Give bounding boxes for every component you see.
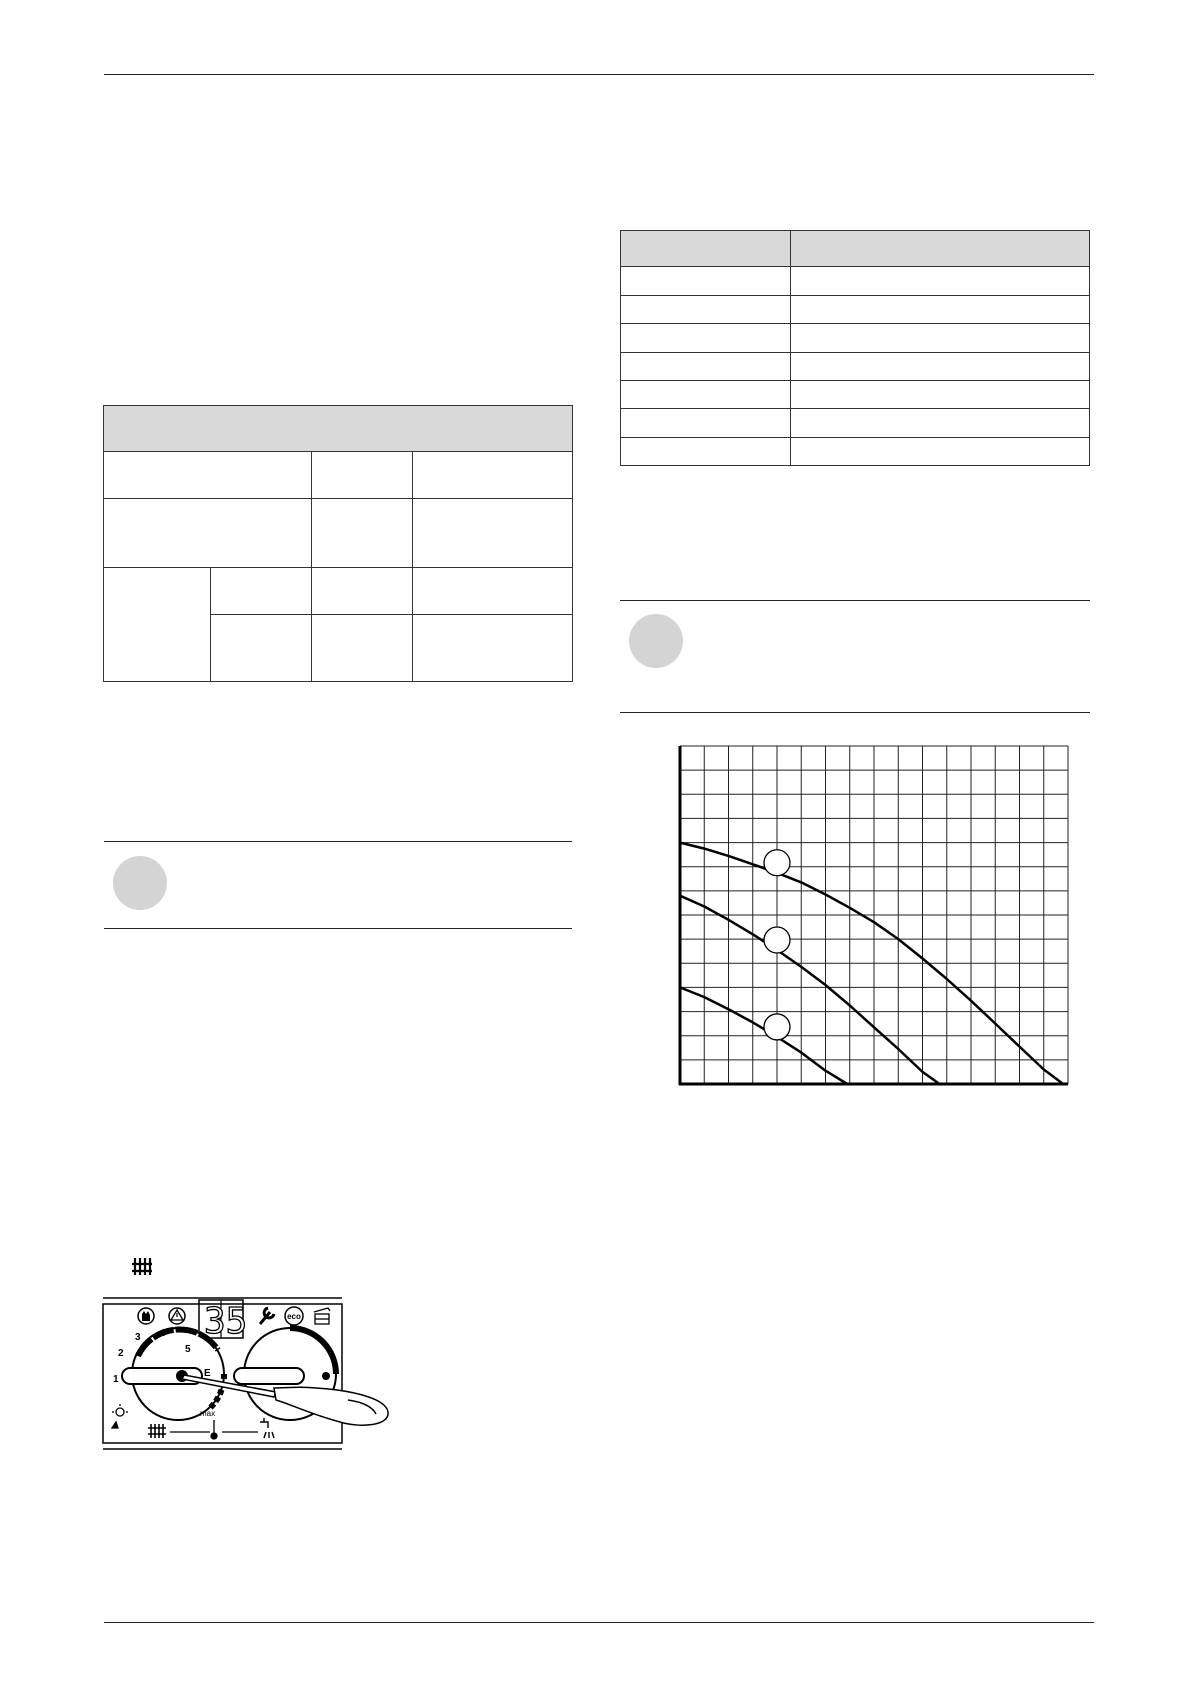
curve-marker-3 — [764, 1014, 790, 1040]
eco-icon — [285, 1307, 303, 1325]
curve-marker-2 — [764, 927, 790, 953]
chimney-sweep-icon — [314, 1308, 330, 1324]
sun-icon — [112, 1404, 128, 1428]
radiator-icon — [130, 1256, 154, 1276]
warning-icon — [169, 1308, 185, 1324]
tap-icon — [260, 1418, 274, 1438]
dial-label-4: 4 — [160, 1328, 166, 1339]
boiler-control-panel — [100, 1296, 400, 1456]
thermometer-icon — [211, 1420, 217, 1439]
series-line-2 — [680, 896, 940, 1084]
spanner-icon — [260, 1308, 274, 1324]
display-value: 35 — [204, 1301, 248, 1342]
eco-label: eco — [287, 1312, 301, 1321]
radiator-icon — [148, 1424, 166, 1438]
curve-marker-1 — [764, 850, 790, 876]
dial-label-2: 2 — [118, 1348, 124, 1359]
dial-label-1: 1 — [113, 1374, 119, 1385]
dial-label-e: E — [204, 1368, 211, 1379]
dial-label-3: 3 — [135, 1332, 141, 1343]
dial-max-label: max — [200, 1409, 216, 1418]
dial-label-5: 5 — [185, 1344, 191, 1355]
hand-icon — [138, 1308, 154, 1324]
chart-grid — [680, 746, 1068, 1084]
